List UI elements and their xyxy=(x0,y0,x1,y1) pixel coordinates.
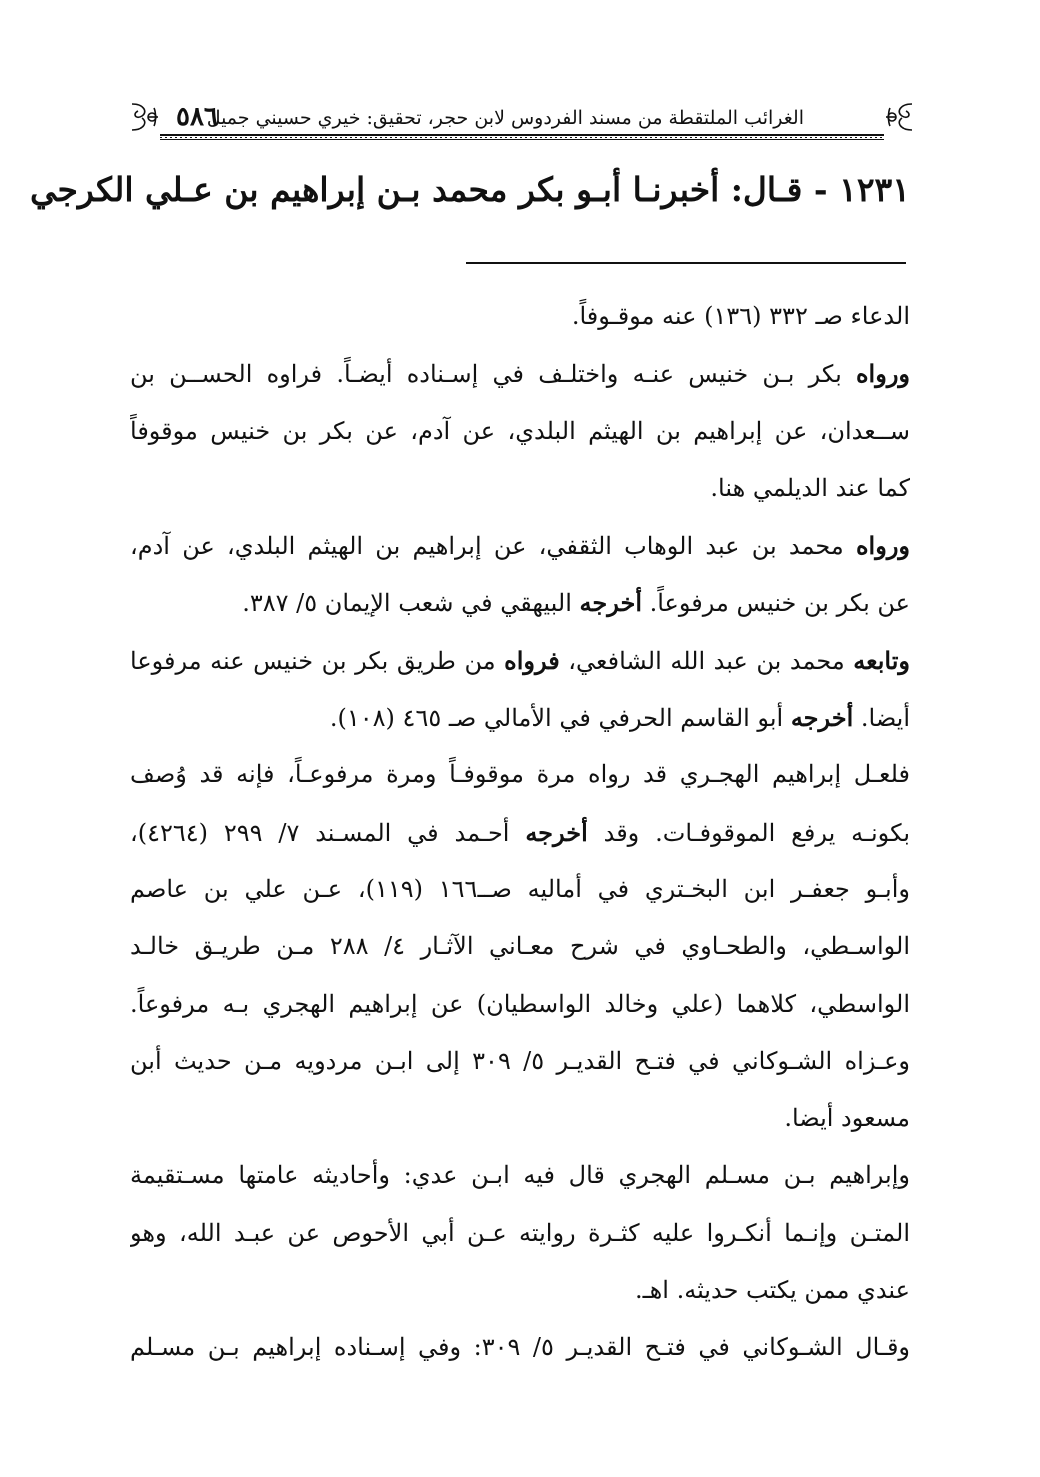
footnote-line xyxy=(130,1033,910,1090)
page-number: ٥٨٦ xyxy=(176,102,218,132)
floral-ornament-icon xyxy=(128,100,162,134)
footnote-line xyxy=(130,1205,910,1262)
footnote-text: عن بكر بن خنيس مرفوعاً. xyxy=(641,589,910,618)
footnote-line xyxy=(130,1262,910,1319)
footnote-text: وأبـو جعفـر ابن البخـتري في أماليه صــ١٦٦ (١١٩)، عـن علي بن عاصم xyxy=(130,874,910,903)
footnote-keyword: أخرجه xyxy=(790,703,854,733)
footnote-text: ســعدان، عن إبراهيم بن الهيثم البلدي، عن آدم، عن بكر بن خنيس موقوفاً xyxy=(130,416,910,445)
footnote-line xyxy=(130,574,910,631)
footnote-text: بكونـه يرفع الموقوفـات. وقد xyxy=(587,818,910,847)
footnote-keyword: ورواه xyxy=(855,359,910,389)
footnote-keyword: فرواه xyxy=(504,645,560,675)
footnote-line xyxy=(130,689,910,746)
footnote-keyword: أخرجه xyxy=(525,817,588,847)
footnote-text: وعـزاه الشـوكاني في فتـح القديـر ٥/ ٣٠٩ إلى ابـن مردويه مـن حديث أبن xyxy=(130,1046,910,1075)
footnotes xyxy=(130,288,910,1377)
footnote-line xyxy=(130,460,910,517)
footnote-keyword: ورواه xyxy=(855,531,910,561)
footnote-line xyxy=(130,1319,910,1376)
footnote-text: المتـن وإنـما أنكـروا عليه كثـرة روايته عـن أبي الأحوص عن عبـد الله، وهو xyxy=(130,1218,910,1247)
floral-ornament-icon xyxy=(882,100,916,134)
footnote-text: الدعاء صـ ٣٣٢ (١٣٦) عنه موقـوفاً. xyxy=(571,302,910,330)
footnote-text: فلعـل إبراهيم الهجـري قد رواه مرة موقوفـاً ومرة مرفوعـاً، فإنه قد وُصف xyxy=(130,760,910,789)
footnote-text: البيهقي في شعب الإيمان ٥/ ٣٨٧. xyxy=(242,589,580,618)
footnote-text: محمد بن عبد الله الشافعي، xyxy=(559,646,854,675)
hadith-text: ١٢٣١ - قـال: أخبرنـا أبـو بكر محمد بـن إبراهيم بن عـلي الكرجي xyxy=(29,170,910,209)
footnote-text: الواسـطي، والطحـاوي في شرح معـاني الآثـار ٤/ ٢٨٨ مـن طريـق خالـد xyxy=(130,932,910,961)
footnote-keyword: أخرجه xyxy=(579,588,642,618)
footnote-line xyxy=(130,918,910,975)
footnote-text: عندي ممن يكتب حديثه. اهـ. xyxy=(634,1276,910,1305)
footnote-separator xyxy=(466,262,906,264)
footnote-line xyxy=(130,1090,910,1147)
footnote-text: وإبراهيم بـن مسـلم الهجري قال فيه ابـن عدي: وأحاديثه عامتها مسـتقيمة xyxy=(130,1161,910,1190)
footnote-line xyxy=(130,1147,910,1204)
footnote-text: بكر بـن خنيس عنـه واختلـف في إسـناده أيضـاً. فراوه الحســن بن xyxy=(130,360,856,389)
running-header xyxy=(128,96,916,146)
footnote-line xyxy=(130,345,910,402)
footnote-text: مسعود أيضا. xyxy=(784,1104,910,1133)
footnote-line xyxy=(130,517,910,574)
footnote-text: محمد بن عبد الوهاب الثقفي، عن إبراهيم بن الهيثم البلدي، عن آدم، xyxy=(130,532,856,561)
footnote-line xyxy=(130,288,910,345)
header-rule xyxy=(160,134,884,140)
footnote-line xyxy=(130,632,910,689)
footnote-text: وقـال الشـوكاني في فتـح القديـر ٥/ ٣٠٩: وفي إسـناده إبراهيم بـن مسـلم xyxy=(130,1333,910,1362)
footnote-text: الواسطي، كلاهما (علي وخالد الواسطيان) عن إبراهيم الهجري بـه مرفوعاً. xyxy=(130,989,910,1018)
footnote-text: من طريق بكر بن خنيس عنه مرفوعا xyxy=(130,646,505,675)
footnote-text: أيضا. xyxy=(853,704,910,733)
footnote-text: أحـمد في المسـند ٧/ ٢٩٩ (٤٢٦٤)، xyxy=(130,818,526,847)
footnote-line xyxy=(130,403,910,460)
footnote-line xyxy=(130,746,910,803)
footnote-line xyxy=(130,861,910,918)
footnote-text: أبو القاسم الحرفي في الأمالي صـ ٤٦٥ (١٠٨). xyxy=(329,704,791,733)
footnote-line xyxy=(130,976,910,1033)
footnote-line xyxy=(130,804,910,861)
running-title: الغرائب الملتقطة من مسند الفردوس لابن حجر، تحقيق: خيري حسيني جميل xyxy=(206,107,804,129)
footnote-keyword: وتابعه xyxy=(853,645,910,675)
footnote-text: كما عند الديلمي هنا. xyxy=(710,473,910,502)
